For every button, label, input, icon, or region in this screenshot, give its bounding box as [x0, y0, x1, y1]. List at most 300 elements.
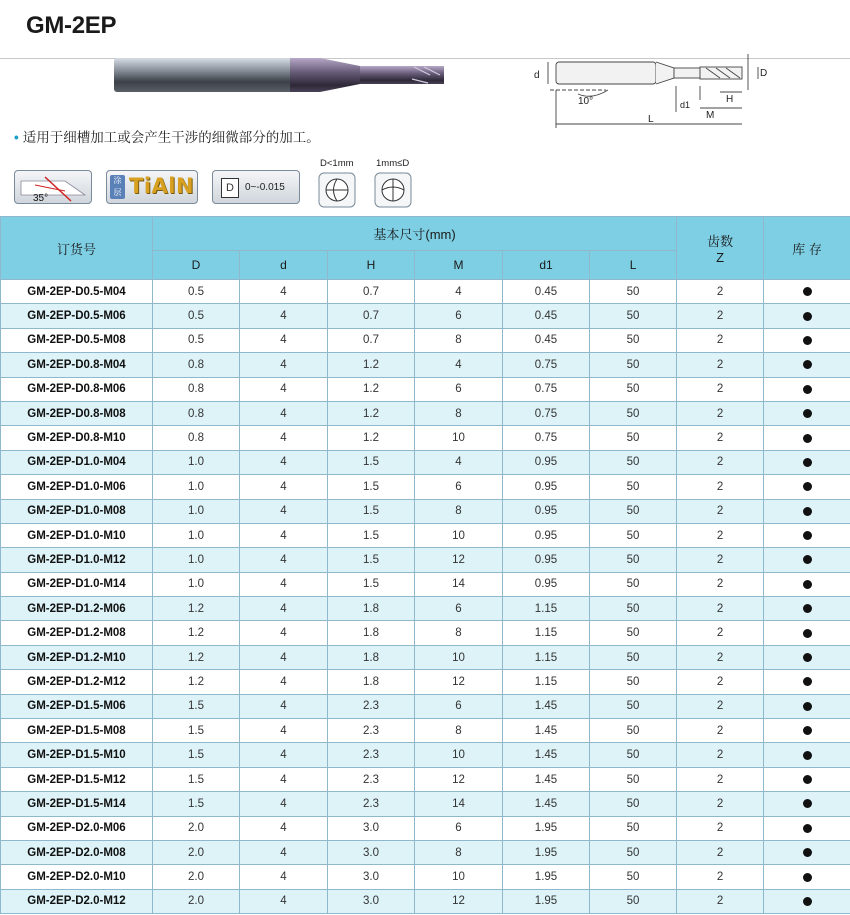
cell-Z: 2 — [677, 645, 764, 669]
cell-stock — [764, 645, 850, 669]
cell-H: 1.5 — [328, 523, 415, 547]
drawing-label-d1: d1 — [680, 100, 691, 110]
cell-stock — [764, 475, 850, 499]
cell-D: 1.5 — [153, 792, 240, 816]
cell-code: GM-2EP-D0.5-M04 — [1, 280, 153, 304]
cell-stock — [764, 767, 850, 791]
cell-L: 50 — [590, 719, 677, 743]
page-title: GM-2EP — [26, 12, 117, 39]
cell-H: 2.3 — [328, 743, 415, 767]
cell-M: 10 — [415, 426, 503, 450]
cell-d1: 1.95 — [503, 889, 590, 913]
cell-L: 50 — [590, 645, 677, 669]
table-row — [1, 475, 850, 499]
cell-d1: 0.45 — [503, 328, 590, 352]
col-header-teeth — [677, 217, 764, 280]
in-stock-dot-icon — [803, 360, 812, 369]
cell-L: 50 — [590, 377, 677, 401]
cell-L: 50 — [590, 304, 677, 328]
in-stock-dot-icon — [803, 287, 812, 296]
cell-D: 2.0 — [153, 889, 240, 913]
cell-D: 2.0 — [153, 865, 240, 889]
cutting-edge-large-icon — [374, 172, 412, 208]
cell-d: 4 — [240, 572, 328, 596]
cell-H: 0.7 — [328, 280, 415, 304]
cell-D: 2.0 — [153, 816, 240, 840]
cell-d: 4 — [240, 328, 328, 352]
cell-L: 50 — [590, 548, 677, 572]
bullet-icon: • — [14, 130, 19, 145]
cell-stock — [764, 792, 850, 816]
in-stock-dot-icon — [803, 580, 812, 589]
cell-d: 4 — [240, 621, 328, 645]
table-row — [1, 548, 850, 572]
cell-stock — [764, 597, 850, 621]
table-row — [1, 572, 850, 596]
cell-M: 8 — [415, 621, 503, 645]
cell-L: 50 — [590, 280, 677, 304]
in-stock-dot-icon — [803, 531, 812, 540]
cell-L: 50 — [590, 523, 677, 547]
cell-M: 6 — [415, 304, 503, 328]
cell-H: 1.5 — [328, 499, 415, 523]
cell-stock — [764, 572, 850, 596]
cell-Z: 2 — [677, 670, 764, 694]
helix-angle-icon — [14, 170, 92, 204]
cell-d: 4 — [240, 792, 328, 816]
cell-L: 50 — [590, 621, 677, 645]
cell-d1: 1.45 — [503, 694, 590, 718]
in-stock-dot-icon — [803, 385, 812, 394]
cell-stock — [764, 523, 850, 547]
cell-code: GM-2EP-D1.2-M12 — [1, 670, 153, 694]
table-row — [1, 792, 850, 816]
edge-small-caption: D<1mm — [320, 158, 354, 169]
tolerance-text: 0~-0.015 — [245, 182, 285, 193]
cell-H: 1.2 — [328, 401, 415, 425]
cell-Z: 2 — [677, 621, 764, 645]
cell-d: 4 — [240, 353, 328, 377]
cell-d1: 0.75 — [503, 401, 590, 425]
cell-H: 1.5 — [328, 572, 415, 596]
cell-Z: 2 — [677, 572, 764, 596]
cell-H: 3.0 — [328, 840, 415, 864]
cell-Z: 2 — [677, 865, 764, 889]
cell-stock — [764, 304, 850, 328]
cell-Z: 2 — [677, 328, 764, 352]
cell-d: 4 — [240, 719, 328, 743]
cell-H: 2.3 — [328, 767, 415, 791]
table-row — [1, 719, 850, 743]
cell-Z: 2 — [677, 816, 764, 840]
col-header-d: d — [240, 251, 328, 280]
table-row — [1, 280, 850, 304]
cell-M: 6 — [415, 475, 503, 499]
cell-code: GM-2EP-D1.0-M04 — [1, 450, 153, 474]
cell-H: 1.8 — [328, 670, 415, 694]
table-row — [1, 597, 850, 621]
cell-Z: 2 — [677, 694, 764, 718]
drawing-label-angle: 10° — [578, 96, 594, 107]
cell-code: GM-2EP-D1.0-M14 — [1, 572, 153, 596]
cell-stock — [764, 548, 850, 572]
cell-code: GM-2EP-D2.0-M10 — [1, 865, 153, 889]
cell-H: 1.5 — [328, 548, 415, 572]
tolerance-symbol: D — [221, 178, 239, 198]
cell-d1: 1.45 — [503, 792, 590, 816]
cell-d: 4 — [240, 548, 328, 572]
in-stock-dot-icon — [803, 873, 812, 882]
cell-code: GM-2EP-D2.0-M08 — [1, 840, 153, 864]
cell-D: 1.5 — [153, 694, 240, 718]
col-header-H: H — [328, 251, 415, 280]
cell-Z: 2 — [677, 597, 764, 621]
cell-stock — [764, 865, 850, 889]
in-stock-dot-icon — [803, 555, 812, 564]
cell-code: GM-2EP-D0.5-M08 — [1, 328, 153, 352]
cell-code: GM-2EP-D0.8-M10 — [1, 426, 153, 450]
in-stock-dot-icon — [803, 677, 812, 686]
cell-L: 50 — [590, 792, 677, 816]
cell-d1: 0.45 — [503, 280, 590, 304]
table-row — [1, 353, 850, 377]
table-row — [1, 377, 850, 401]
teeth-header-sub: Z — [716, 250, 725, 265]
table-row — [1, 645, 850, 669]
cell-L: 50 — [590, 597, 677, 621]
cell-L: 50 — [590, 865, 677, 889]
cell-Z: 2 — [677, 792, 764, 816]
cell-L: 50 — [590, 475, 677, 499]
cell-stock — [764, 426, 850, 450]
in-stock-dot-icon — [803, 799, 812, 808]
cell-Z: 2 — [677, 499, 764, 523]
cell-D: 0.8 — [153, 426, 240, 450]
table-row — [1, 621, 850, 645]
table-row — [1, 670, 850, 694]
cell-d: 4 — [240, 816, 328, 840]
cell-d1: 0.75 — [503, 377, 590, 401]
cell-H: 2.3 — [328, 719, 415, 743]
cell-code: GM-2EP-D0.5-M06 — [1, 304, 153, 328]
cell-M: 8 — [415, 401, 503, 425]
tolerance-icon — [212, 170, 300, 204]
cell-L: 50 — [590, 426, 677, 450]
cell-M: 8 — [415, 840, 503, 864]
cell-H: 1.8 — [328, 645, 415, 669]
table-row — [1, 304, 850, 328]
in-stock-dot-icon — [803, 409, 812, 418]
cell-code: GM-2EP-D1.5-M12 — [1, 767, 153, 791]
cell-code: GM-2EP-D1.0-M06 — [1, 475, 153, 499]
cell-d: 4 — [240, 694, 328, 718]
table-body — [1, 280, 850, 914]
coating-text: TiAlN — [129, 174, 195, 198]
table-row — [1, 889, 850, 913]
col-header-order-no: 订货号 — [1, 217, 153, 280]
cell-d1: 0.95 — [503, 499, 590, 523]
table-row — [1, 816, 850, 840]
cell-d1: 1.95 — [503, 865, 590, 889]
cell-d1: 0.75 — [503, 353, 590, 377]
cell-L: 50 — [590, 328, 677, 352]
cell-M: 10 — [415, 865, 503, 889]
cell-M: 4 — [415, 280, 503, 304]
cell-M: 4 — [415, 450, 503, 474]
cell-Z: 2 — [677, 475, 764, 499]
dimension-drawing — [520, 50, 840, 130]
cell-L: 50 — [590, 499, 677, 523]
cell-H: 2.3 — [328, 694, 415, 718]
table-row — [1, 426, 850, 450]
cell-Z: 2 — [677, 304, 764, 328]
cell-H: 1.5 — [328, 475, 415, 499]
cell-stock — [764, 621, 850, 645]
cell-M: 4 — [415, 353, 503, 377]
cell-H: 1.2 — [328, 353, 415, 377]
cell-d1: 1.15 — [503, 670, 590, 694]
cell-d1: 1.45 — [503, 719, 590, 743]
col-header-M: M — [415, 251, 503, 280]
cell-d: 4 — [240, 450, 328, 474]
in-stock-dot-icon — [803, 653, 812, 662]
cell-d: 4 — [240, 523, 328, 547]
cell-H: 3.0 — [328, 816, 415, 840]
cell-d1: 1.45 — [503, 767, 590, 791]
cell-d1: 0.75 — [503, 426, 590, 450]
cell-stock — [764, 889, 850, 913]
cell-D: 1.0 — [153, 450, 240, 474]
feature-text: 适用于细槽加工或会产生干涉的细微部分的加工。 — [22, 130, 320, 145]
in-stock-dot-icon — [803, 775, 812, 784]
cell-code: GM-2EP-D2.0-M06 — [1, 816, 153, 840]
cell-D: 0.8 — [153, 353, 240, 377]
cell-d1: 1.95 — [503, 816, 590, 840]
cell-M: 10 — [415, 645, 503, 669]
cell-Z: 2 — [677, 280, 764, 304]
cell-d1: 1.15 — [503, 645, 590, 669]
cell-Z: 2 — [677, 401, 764, 425]
cell-D: 0.8 — [153, 377, 240, 401]
cell-L: 50 — [590, 694, 677, 718]
cell-L: 50 — [590, 743, 677, 767]
cell-L: 50 — [590, 816, 677, 840]
cell-d: 4 — [240, 597, 328, 621]
in-stock-dot-icon — [803, 336, 812, 345]
in-stock-dot-icon — [803, 848, 812, 857]
drawing-label-H: H — [726, 94, 734, 105]
table-row — [1, 450, 850, 474]
cell-Z: 2 — [677, 450, 764, 474]
cell-M: 6 — [415, 694, 503, 718]
cell-Z: 2 — [677, 426, 764, 450]
cell-M: 14 — [415, 792, 503, 816]
cell-stock — [764, 328, 850, 352]
cell-L: 50 — [590, 840, 677, 864]
cell-stock — [764, 353, 850, 377]
cell-D: 0.5 — [153, 280, 240, 304]
cell-M: 6 — [415, 816, 503, 840]
cell-d: 4 — [240, 475, 328, 499]
cell-code: GM-2EP-D0.8-M08 — [1, 401, 153, 425]
cell-Z: 2 — [677, 767, 764, 791]
in-stock-dot-icon — [803, 824, 812, 833]
in-stock-dot-icon — [803, 434, 812, 443]
cell-Z: 2 — [677, 719, 764, 743]
cell-Z: 2 — [677, 377, 764, 401]
cell-d: 4 — [240, 377, 328, 401]
cell-L: 50 — [590, 401, 677, 425]
cell-M: 10 — [415, 743, 503, 767]
cell-Z: 2 — [677, 523, 764, 547]
end-mill-image — [112, 50, 452, 98]
helix-angle-text: 35° — [33, 193, 49, 204]
cell-D: 0.8 — [153, 401, 240, 425]
cell-L: 50 — [590, 353, 677, 377]
drawing-label-L: L — [648, 114, 654, 125]
cell-code: GM-2EP-D1.5-M08 — [1, 719, 153, 743]
drawing-label-d: d — [534, 70, 540, 81]
cell-stock — [764, 694, 850, 718]
cell-D: 1.2 — [153, 645, 240, 669]
cell-M: 6 — [415, 377, 503, 401]
cell-Z: 2 — [677, 353, 764, 377]
cutting-edge-small-icon — [318, 172, 356, 208]
cell-d1: 0.95 — [503, 523, 590, 547]
in-stock-dot-icon — [803, 312, 812, 321]
edge-large-caption: 1mm≤D — [376, 158, 410, 169]
cell-H: 1.8 — [328, 597, 415, 621]
cell-stock — [764, 670, 850, 694]
cell-d1: 0.95 — [503, 572, 590, 596]
table-row — [1, 865, 850, 889]
feature-bullet — [14, 126, 320, 146]
cell-code: GM-2EP-D1.2-M06 — [1, 597, 153, 621]
drawing-label-M: M — [706, 110, 715, 121]
cell-M: 8 — [415, 499, 503, 523]
table-row — [1, 328, 850, 352]
cell-d: 4 — [240, 280, 328, 304]
in-stock-dot-icon — [803, 726, 812, 735]
cell-d1: 1.45 — [503, 743, 590, 767]
cell-code: GM-2EP-D1.2-M10 — [1, 645, 153, 669]
cell-d1: 0.95 — [503, 475, 590, 499]
in-stock-dot-icon — [803, 702, 812, 711]
cell-M: 6 — [415, 597, 503, 621]
table-row — [1, 840, 850, 864]
cell-D: 1.0 — [153, 475, 240, 499]
cell-L: 50 — [590, 572, 677, 596]
cell-Z: 2 — [677, 548, 764, 572]
cell-code: GM-2EP-D1.0-M10 — [1, 523, 153, 547]
cell-d: 4 — [240, 889, 328, 913]
cell-d: 4 — [240, 840, 328, 864]
col-header-L: L — [590, 251, 677, 280]
cell-M: 12 — [415, 670, 503, 694]
cell-code: GM-2EP-D1.0-M12 — [1, 548, 153, 572]
cell-stock — [764, 840, 850, 864]
table-row — [1, 767, 850, 791]
cell-code: GM-2EP-D1.2-M08 — [1, 621, 153, 645]
cell-code: GM-2EP-D1.5-M14 — [1, 792, 153, 816]
cell-D: 0.5 — [153, 304, 240, 328]
cell-L: 50 — [590, 670, 677, 694]
cell-D: 1.2 — [153, 621, 240, 645]
cell-L: 50 — [590, 889, 677, 913]
in-stock-dot-icon — [803, 629, 812, 638]
cell-L: 50 — [590, 450, 677, 474]
cell-d1: 1.15 — [503, 597, 590, 621]
cell-M: 14 — [415, 572, 503, 596]
cell-stock — [764, 719, 850, 743]
table-row — [1, 401, 850, 425]
table-row — [1, 743, 850, 767]
cell-stock — [764, 499, 850, 523]
col-header-stock: 库 存 — [764, 217, 850, 280]
cell-d: 4 — [240, 426, 328, 450]
cell-M: 10 — [415, 523, 503, 547]
cell-M: 8 — [415, 719, 503, 743]
cell-H: 3.0 — [328, 865, 415, 889]
cell-code: GM-2EP-D1.0-M08 — [1, 499, 153, 523]
table-row — [1, 694, 850, 718]
cell-d: 4 — [240, 865, 328, 889]
cell-stock — [764, 450, 850, 474]
table-row — [1, 523, 850, 547]
in-stock-dot-icon — [803, 751, 812, 760]
cell-D: 1.5 — [153, 719, 240, 743]
cell-stock — [764, 377, 850, 401]
coating-icon — [106, 170, 198, 204]
cell-H: 1.2 — [328, 377, 415, 401]
cell-M: 12 — [415, 548, 503, 572]
in-stock-dot-icon — [803, 458, 812, 467]
cell-code: GM-2EP-D1.5-M10 — [1, 743, 153, 767]
cell-stock — [764, 743, 850, 767]
cell-H: 0.7 — [328, 304, 415, 328]
col-header-d1: d1 — [503, 251, 590, 280]
cell-D: 1.0 — [153, 523, 240, 547]
cell-d: 4 — [240, 645, 328, 669]
product-spec-table — [0, 216, 850, 914]
cell-H: 0.7 — [328, 328, 415, 352]
teeth-header-label: 齿数 — [707, 234, 734, 249]
drawing-label-D: D — [760, 68, 768, 79]
coating-label: 涂层 — [110, 175, 125, 199]
cell-code: GM-2EP-D0.8-M06 — [1, 377, 153, 401]
in-stock-dot-icon — [803, 507, 812, 516]
cell-D: 0.5 — [153, 328, 240, 352]
cell-d: 4 — [240, 499, 328, 523]
cell-d: 4 — [240, 670, 328, 694]
in-stock-dot-icon — [803, 604, 812, 613]
cell-D: 1.0 — [153, 572, 240, 596]
cell-D: 1.0 — [153, 499, 240, 523]
cell-d1: 1.15 — [503, 621, 590, 645]
cell-stock — [764, 401, 850, 425]
cell-H: 1.8 — [328, 621, 415, 645]
cell-stock — [764, 280, 850, 304]
cell-code: GM-2EP-D0.8-M04 — [1, 353, 153, 377]
cell-d1: 1.95 — [503, 840, 590, 864]
cell-code: GM-2EP-D1.5-M06 — [1, 694, 153, 718]
cell-d1: 0.95 — [503, 548, 590, 572]
cell-M: 12 — [415, 889, 503, 913]
cell-Z: 2 — [677, 840, 764, 864]
cell-H: 3.0 — [328, 889, 415, 913]
col-header-D: D — [153, 251, 240, 280]
cell-stock — [764, 816, 850, 840]
